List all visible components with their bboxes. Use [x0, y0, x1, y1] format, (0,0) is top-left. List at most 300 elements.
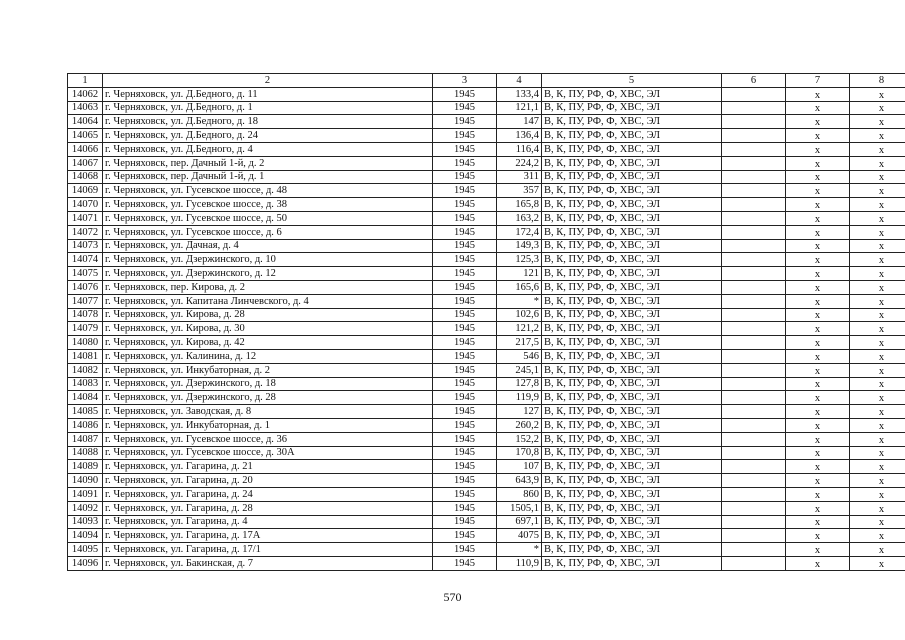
- cell-utilities: В, К, ПУ, РФ, Ф, ХВС, ЭЛ: [542, 405, 722, 419]
- cell-number: 14082: [68, 363, 103, 377]
- table-row: [68, 501, 905, 515]
- table-row: [68, 349, 905, 363]
- col-header-4: 4: [497, 74, 542, 88]
- cell-col7: x: [786, 377, 850, 391]
- cell-col7: x: [786, 294, 850, 308]
- cell-col6: [722, 87, 786, 101]
- cell-year: 1945: [433, 543, 497, 557]
- cell-address: г. Черняховск, ул. Гагарина, д. 24: [103, 487, 433, 501]
- cell-col7: x: [786, 543, 850, 557]
- cell-area: 127: [497, 405, 542, 419]
- cell-col7: x: [786, 253, 850, 267]
- cell-col8: x: [850, 556, 905, 570]
- cell-col8: x: [850, 308, 905, 322]
- cell-col6: [722, 239, 786, 253]
- cell-col8: x: [850, 280, 905, 294]
- cell-col8: x: [850, 156, 905, 170]
- cell-col7: x: [786, 170, 850, 184]
- cell-utilities: В, К, ПУ, РФ, Ф, ХВС, ЭЛ: [542, 280, 722, 294]
- cell-col8: x: [850, 267, 905, 281]
- cell-col6: [722, 418, 786, 432]
- table-row: [68, 294, 905, 308]
- cell-area: 147: [497, 115, 542, 129]
- cell-area: *: [497, 294, 542, 308]
- cell-number: 14085: [68, 405, 103, 419]
- col-header-2: 2: [103, 74, 433, 88]
- cell-year: 1945: [433, 253, 497, 267]
- cell-col8: x: [850, 170, 905, 184]
- cell-year: 1945: [433, 501, 497, 515]
- cell-year: 1945: [433, 446, 497, 460]
- cell-utilities: В, К, ПУ, РФ, Ф, ХВС, ЭЛ: [542, 487, 722, 501]
- cell-col7: x: [786, 280, 850, 294]
- cell-utilities: В, К, ПУ, РФ, Ф, ХВС, ЭЛ: [542, 294, 722, 308]
- header-row: [68, 74, 905, 88]
- table-row: [68, 418, 905, 432]
- cell-col6: [722, 460, 786, 474]
- cell-number: 14079: [68, 322, 103, 336]
- cell-col7: x: [786, 363, 850, 377]
- cell-year: 1945: [433, 418, 497, 432]
- cell-col8: x: [850, 391, 905, 405]
- cell-area: 107: [497, 460, 542, 474]
- col-header-7: 7: [786, 74, 850, 88]
- cell-number: 14080: [68, 336, 103, 350]
- cell-number: 14078: [68, 308, 103, 322]
- cell-utilities: В, К, ПУ, РФ, Ф, ХВС, ЭЛ: [542, 349, 722, 363]
- cell-utilities: В, К, ПУ, РФ, Ф, ХВС, ЭЛ: [542, 129, 722, 143]
- cell-year: 1945: [433, 101, 497, 115]
- cell-area: 127,8: [497, 377, 542, 391]
- cell-col6: [722, 142, 786, 156]
- cell-address: г. Черняховск, ул. Гусевское шоссе, д. 36: [103, 432, 433, 446]
- table-row: [68, 446, 905, 460]
- cell-address: г. Черняховск, ул. Гагарина, д. 17/1: [103, 543, 433, 557]
- cell-area: 245,1: [497, 363, 542, 377]
- cell-col6: [722, 129, 786, 143]
- register-table: [67, 73, 905, 571]
- cell-col6: [722, 349, 786, 363]
- cell-year: 1945: [433, 198, 497, 212]
- cell-col7: x: [786, 198, 850, 212]
- cell-address: г. Черняховск, ул. Гусевское шоссе, д. 38: [103, 198, 433, 212]
- cell-utilities: В, К, ПУ, РФ, Ф, ХВС, ЭЛ: [542, 474, 722, 488]
- cell-address: г. Черняховск, пер. Дачный 1-й, д. 1: [103, 170, 433, 184]
- table-row: [68, 142, 905, 156]
- cell-col8: x: [850, 418, 905, 432]
- cell-col8: x: [850, 529, 905, 543]
- cell-col6: [722, 170, 786, 184]
- cell-col7: x: [786, 418, 850, 432]
- cell-year: 1945: [433, 363, 497, 377]
- cell-area: 149,3: [497, 239, 542, 253]
- table-row: [68, 170, 905, 184]
- cell-col8: x: [850, 211, 905, 225]
- cell-area: 165,8: [497, 198, 542, 212]
- cell-col6: [722, 253, 786, 267]
- cell-utilities: В, К, ПУ, РФ, Ф, ХВС, ЭЛ: [542, 543, 722, 557]
- cell-utilities: В, К, ПУ, РФ, Ф, ХВС, ЭЛ: [542, 87, 722, 101]
- cell-number: 14091: [68, 487, 103, 501]
- cell-col6: [722, 543, 786, 557]
- cell-year: 1945: [433, 239, 497, 253]
- table-row: [68, 336, 905, 350]
- cell-year: 1945: [433, 280, 497, 294]
- cell-col6: [722, 184, 786, 198]
- cell-col7: x: [786, 129, 850, 143]
- cell-year: 1945: [433, 556, 497, 570]
- cell-year: 1945: [433, 225, 497, 239]
- cell-col6: [722, 515, 786, 529]
- cell-col7: x: [786, 142, 850, 156]
- cell-utilities: В, К, ПУ, РФ, Ф, ХВС, ЭЛ: [542, 460, 722, 474]
- cell-number: 14070: [68, 198, 103, 212]
- cell-number: 14071: [68, 211, 103, 225]
- cell-year: 1945: [433, 529, 497, 543]
- cell-col8: x: [850, 322, 905, 336]
- cell-address: г. Черняховск, ул. Заводская, д. 8: [103, 405, 433, 419]
- cell-year: 1945: [433, 474, 497, 488]
- cell-col7: x: [786, 101, 850, 115]
- cell-year: 1945: [433, 184, 497, 198]
- cell-area: 136,4: [497, 129, 542, 143]
- cell-area: 121,2: [497, 322, 542, 336]
- cell-col7: x: [786, 487, 850, 501]
- col-header-1: 1: [68, 74, 103, 88]
- cell-col7: x: [786, 336, 850, 350]
- cell-address: г. Черняховск, ул. Гусевское шоссе, д. 50: [103, 211, 433, 225]
- table-row: [68, 391, 905, 405]
- cell-year: 1945: [433, 87, 497, 101]
- cell-area: 170,8: [497, 446, 542, 460]
- cell-area: 116,4: [497, 142, 542, 156]
- cell-col7: x: [786, 211, 850, 225]
- cell-address: г. Черняховск, ул. Капитана Линчевского, д. 4: [103, 294, 433, 308]
- cell-year: 1945: [433, 294, 497, 308]
- cell-year: 1945: [433, 336, 497, 350]
- table-row: [68, 198, 905, 212]
- cell-area: 121: [497, 267, 542, 281]
- cell-address: г. Черняховск, ул. Инкубаторная, д. 2: [103, 363, 433, 377]
- cell-col8: x: [850, 377, 905, 391]
- cell-year: 1945: [433, 377, 497, 391]
- cell-col6: [722, 225, 786, 239]
- cell-number: 14073: [68, 239, 103, 253]
- cell-year: 1945: [433, 115, 497, 129]
- cell-col7: x: [786, 501, 850, 515]
- table-row: [68, 280, 905, 294]
- cell-col7: x: [786, 529, 850, 543]
- cell-area: 172,4: [497, 225, 542, 239]
- cell-col8: x: [850, 474, 905, 488]
- cell-col8: x: [850, 446, 905, 460]
- cell-year: 1945: [433, 156, 497, 170]
- table-body: [68, 87, 905, 570]
- cell-year: 1945: [433, 267, 497, 281]
- cell-area: 357: [497, 184, 542, 198]
- cell-year: 1945: [433, 515, 497, 529]
- table-row: [68, 253, 905, 267]
- cell-col6: [722, 529, 786, 543]
- cell-col6: [722, 377, 786, 391]
- cell-utilities: В, К, ПУ, РФ, Ф, ХВС, ЭЛ: [542, 377, 722, 391]
- col-header-3: 3: [433, 74, 497, 88]
- cell-col6: [722, 501, 786, 515]
- cell-number: 14090: [68, 474, 103, 488]
- cell-address: г. Черняховск, ул. Дзержинского, д. 28: [103, 391, 433, 405]
- table-row: [68, 322, 905, 336]
- cell-address: г. Черняховск, ул. Гусевское шоссе, д. 6: [103, 225, 433, 239]
- cell-number: 14065: [68, 129, 103, 143]
- cell-number: 14063: [68, 101, 103, 115]
- cell-col7: x: [786, 556, 850, 570]
- table-row: [68, 363, 905, 377]
- cell-col7: x: [786, 515, 850, 529]
- cell-address: г. Черняховск, ул. Дачная, д. 4: [103, 239, 433, 253]
- cell-address: г. Черняховск, ул. Д.Бедного, д. 4: [103, 142, 433, 156]
- cell-utilities: В, К, ПУ, РФ, Ф, ХВС, ЭЛ: [542, 515, 722, 529]
- cell-number: 14096: [68, 556, 103, 570]
- cell-address: г. Черняховск, ул. Кирова, д. 28: [103, 308, 433, 322]
- cell-col6: [722, 294, 786, 308]
- cell-number: 14077: [68, 294, 103, 308]
- cell-col7: x: [786, 432, 850, 446]
- cell-area: 260,2: [497, 418, 542, 432]
- cell-utilities: В, К, ПУ, РФ, Ф, ХВС, ЭЛ: [542, 501, 722, 515]
- cell-number: 14087: [68, 432, 103, 446]
- cell-col6: [722, 405, 786, 419]
- cell-utilities: В, К, ПУ, РФ, Ф, ХВС, ЭЛ: [542, 418, 722, 432]
- cell-col7: x: [786, 349, 850, 363]
- cell-col8: x: [850, 253, 905, 267]
- cell-number: 14064: [68, 115, 103, 129]
- cell-area: 165,6: [497, 280, 542, 294]
- cell-col7: x: [786, 446, 850, 460]
- cell-col8: x: [850, 142, 905, 156]
- table-row: [68, 556, 905, 570]
- cell-address: г. Черняховск, пер. Кирова, д. 2: [103, 280, 433, 294]
- cell-year: 1945: [433, 170, 497, 184]
- cell-number: 14072: [68, 225, 103, 239]
- cell-utilities: В, К, ПУ, РФ, Ф, ХВС, ЭЛ: [542, 432, 722, 446]
- table-row: [68, 377, 905, 391]
- table-row: [68, 211, 905, 225]
- cell-number: 14093: [68, 515, 103, 529]
- cell-area: 860: [497, 487, 542, 501]
- cell-col6: [722, 198, 786, 212]
- cell-col8: x: [850, 294, 905, 308]
- cell-utilities: В, К, ПУ, РФ, Ф, ХВС, ЭЛ: [542, 363, 722, 377]
- cell-number: 14081: [68, 349, 103, 363]
- cell-area: 121,1: [497, 101, 542, 115]
- cell-col6: [722, 156, 786, 170]
- cell-col7: x: [786, 460, 850, 474]
- cell-col8: x: [850, 184, 905, 198]
- cell-number: 14074: [68, 253, 103, 267]
- cell-col8: x: [850, 129, 905, 143]
- cell-col6: [722, 308, 786, 322]
- cell-number: 14075: [68, 267, 103, 281]
- cell-area: 4075: [497, 529, 542, 543]
- cell-address: г. Черняховск, ул. Калинина, д. 12: [103, 349, 433, 363]
- cell-year: 1945: [433, 391, 497, 405]
- cell-col6: [722, 322, 786, 336]
- cell-number: 14092: [68, 501, 103, 515]
- cell-number: 14084: [68, 391, 103, 405]
- cell-address: г. Черняховск, ул. Гагарина, д. 20: [103, 474, 433, 488]
- cell-area: 217,5: [497, 336, 542, 350]
- cell-year: 1945: [433, 308, 497, 322]
- cell-utilities: В, К, ПУ, РФ, Ф, ХВС, ЭЛ: [542, 336, 722, 350]
- cell-year: 1945: [433, 405, 497, 419]
- cell-address: г. Черняховск, ул. Бакинская, д. 7: [103, 556, 433, 570]
- cell-col8: x: [850, 460, 905, 474]
- cell-area: 1505,1: [497, 501, 542, 515]
- cell-area: *: [497, 543, 542, 557]
- cell-utilities: В, К, ПУ, РФ, Ф, ХВС, ЭЛ: [542, 267, 722, 281]
- cell-col6: [722, 432, 786, 446]
- cell-area: 546: [497, 349, 542, 363]
- cell-address: г. Черняховск, ул. Гусевское шоссе, д. 48: [103, 184, 433, 198]
- cell-utilities: В, К, ПУ, РФ, Ф, ХВС, ЭЛ: [542, 142, 722, 156]
- cell-area: 152,2: [497, 432, 542, 446]
- cell-area: 224,2: [497, 156, 542, 170]
- cell-col8: x: [850, 239, 905, 253]
- cell-address: г. Черняховск, ул. Гагарина, д. 17А: [103, 529, 433, 543]
- cell-col7: x: [786, 156, 850, 170]
- cell-utilities: В, К, ПУ, РФ, Ф, ХВС, ЭЛ: [542, 446, 722, 460]
- cell-number: 14062: [68, 87, 103, 101]
- cell-year: 1945: [433, 487, 497, 501]
- cell-year: 1945: [433, 211, 497, 225]
- cell-col8: x: [850, 405, 905, 419]
- cell-utilities: В, К, ПУ, РФ, Ф, ХВС, ЭЛ: [542, 198, 722, 212]
- cell-address: г. Черняховск, ул. Д.Бедного, д. 11: [103, 87, 433, 101]
- table-row: [68, 460, 905, 474]
- cell-col7: x: [786, 405, 850, 419]
- cell-area: 163,2: [497, 211, 542, 225]
- cell-number: 14076: [68, 280, 103, 294]
- cell-utilities: В, К, ПУ, РФ, Ф, ХВС, ЭЛ: [542, 211, 722, 225]
- table-row: [68, 543, 905, 557]
- cell-utilities: В, К, ПУ, РФ, Ф, ХВС, ЭЛ: [542, 253, 722, 267]
- col-header-6: 6: [722, 74, 786, 88]
- table-row: [68, 405, 905, 419]
- cell-year: 1945: [433, 349, 497, 363]
- cell-area: 102,6: [497, 308, 542, 322]
- cell-col8: x: [850, 87, 905, 101]
- cell-number: 14069: [68, 184, 103, 198]
- cell-utilities: В, К, ПУ, РФ, Ф, ХВС, ЭЛ: [542, 184, 722, 198]
- cell-number: 14089: [68, 460, 103, 474]
- table-row: [68, 239, 905, 253]
- cell-number: 14094: [68, 529, 103, 543]
- cell-number: 14067: [68, 156, 103, 170]
- cell-year: 1945: [433, 142, 497, 156]
- cell-col7: x: [786, 184, 850, 198]
- cell-col6: [722, 101, 786, 115]
- cell-col7: x: [786, 391, 850, 405]
- cell-number: 14095: [68, 543, 103, 557]
- cell-col6: [722, 487, 786, 501]
- table-row: [68, 474, 905, 488]
- table-row: [68, 267, 905, 281]
- cell-col6: [722, 280, 786, 294]
- cell-area: 133,4: [497, 87, 542, 101]
- cell-address: г. Черняховск, ул. Гагарина, д. 21: [103, 460, 433, 474]
- cell-year: 1945: [433, 322, 497, 336]
- cell-col6: [722, 267, 786, 281]
- cell-address: г. Черняховск, ул. Дзержинского, д. 10: [103, 253, 433, 267]
- col-header-8: 8: [850, 74, 905, 88]
- cell-col7: x: [786, 115, 850, 129]
- cell-address: г. Черняховск, пер. Дачный 1-й, д. 2: [103, 156, 433, 170]
- cell-utilities: В, К, ПУ, РФ, Ф, ХВС, ЭЛ: [542, 556, 722, 570]
- table-row: [68, 432, 905, 446]
- cell-col7: x: [786, 225, 850, 239]
- table-row: [68, 308, 905, 322]
- cell-utilities: В, К, ПУ, РФ, Ф, ХВС, ЭЛ: [542, 322, 722, 336]
- cell-col8: x: [850, 487, 905, 501]
- cell-col6: [722, 363, 786, 377]
- cell-address: г. Черняховск, ул. Гагарина, д. 28: [103, 501, 433, 515]
- cell-col6: [722, 556, 786, 570]
- cell-col7: x: [786, 308, 850, 322]
- cell-col6: [722, 474, 786, 488]
- table-row: [68, 184, 905, 198]
- cell-utilities: В, К, ПУ, РФ, Ф, ХВС, ЭЛ: [542, 529, 722, 543]
- cell-area: 311: [497, 170, 542, 184]
- cell-utilities: В, К, ПУ, РФ, Ф, ХВС, ЭЛ: [542, 170, 722, 184]
- table-row: [68, 515, 905, 529]
- cell-year: 1945: [433, 432, 497, 446]
- page-number: 570: [443, 590, 462, 604]
- cell-col8: x: [850, 349, 905, 363]
- cell-address: г. Черняховск, ул. Гусевское шоссе, д. 30А: [103, 446, 433, 460]
- table-row: [68, 225, 905, 239]
- cell-area: 110,9: [497, 556, 542, 570]
- table-row: [68, 156, 905, 170]
- cell-address: г. Черняховск, ул. Дзержинского, д. 18: [103, 377, 433, 391]
- cell-col6: [722, 115, 786, 129]
- cell-utilities: В, К, ПУ, РФ, Ф, ХВС, ЭЛ: [542, 225, 722, 239]
- cell-address: г. Черняховск, ул. Инкубаторная, д. 1: [103, 418, 433, 432]
- cell-utilities: В, К, ПУ, РФ, Ф, ХВС, ЭЛ: [542, 391, 722, 405]
- cell-col7: x: [786, 267, 850, 281]
- cell-utilities: В, К, ПУ, РФ, Ф, ХВС, ЭЛ: [542, 239, 722, 253]
- cell-col8: x: [850, 336, 905, 350]
- cell-number: 14066: [68, 142, 103, 156]
- cell-col7: x: [786, 87, 850, 101]
- cell-col8: x: [850, 432, 905, 446]
- cell-col6: [722, 211, 786, 225]
- cell-col6: [722, 336, 786, 350]
- cell-number: 14086: [68, 418, 103, 432]
- cell-address: г. Черняховск, ул. Кирова, д. 30: [103, 322, 433, 336]
- cell-col7: x: [786, 474, 850, 488]
- cell-utilities: В, К, ПУ, РФ, Ф, ХВС, ЭЛ: [542, 156, 722, 170]
- cell-address: г. Черняховск, ул. Д.Бедного, д. 24: [103, 129, 433, 143]
- cell-area: 125,3: [497, 253, 542, 267]
- table-row: [68, 487, 905, 501]
- table-row: [68, 129, 905, 143]
- cell-utilities: В, К, ПУ, РФ, Ф, ХВС, ЭЛ: [542, 308, 722, 322]
- cell-col8: x: [850, 515, 905, 529]
- cell-year: 1945: [433, 460, 497, 474]
- cell-col6: [722, 446, 786, 460]
- cell-col8: x: [850, 363, 905, 377]
- table-row: [68, 529, 905, 543]
